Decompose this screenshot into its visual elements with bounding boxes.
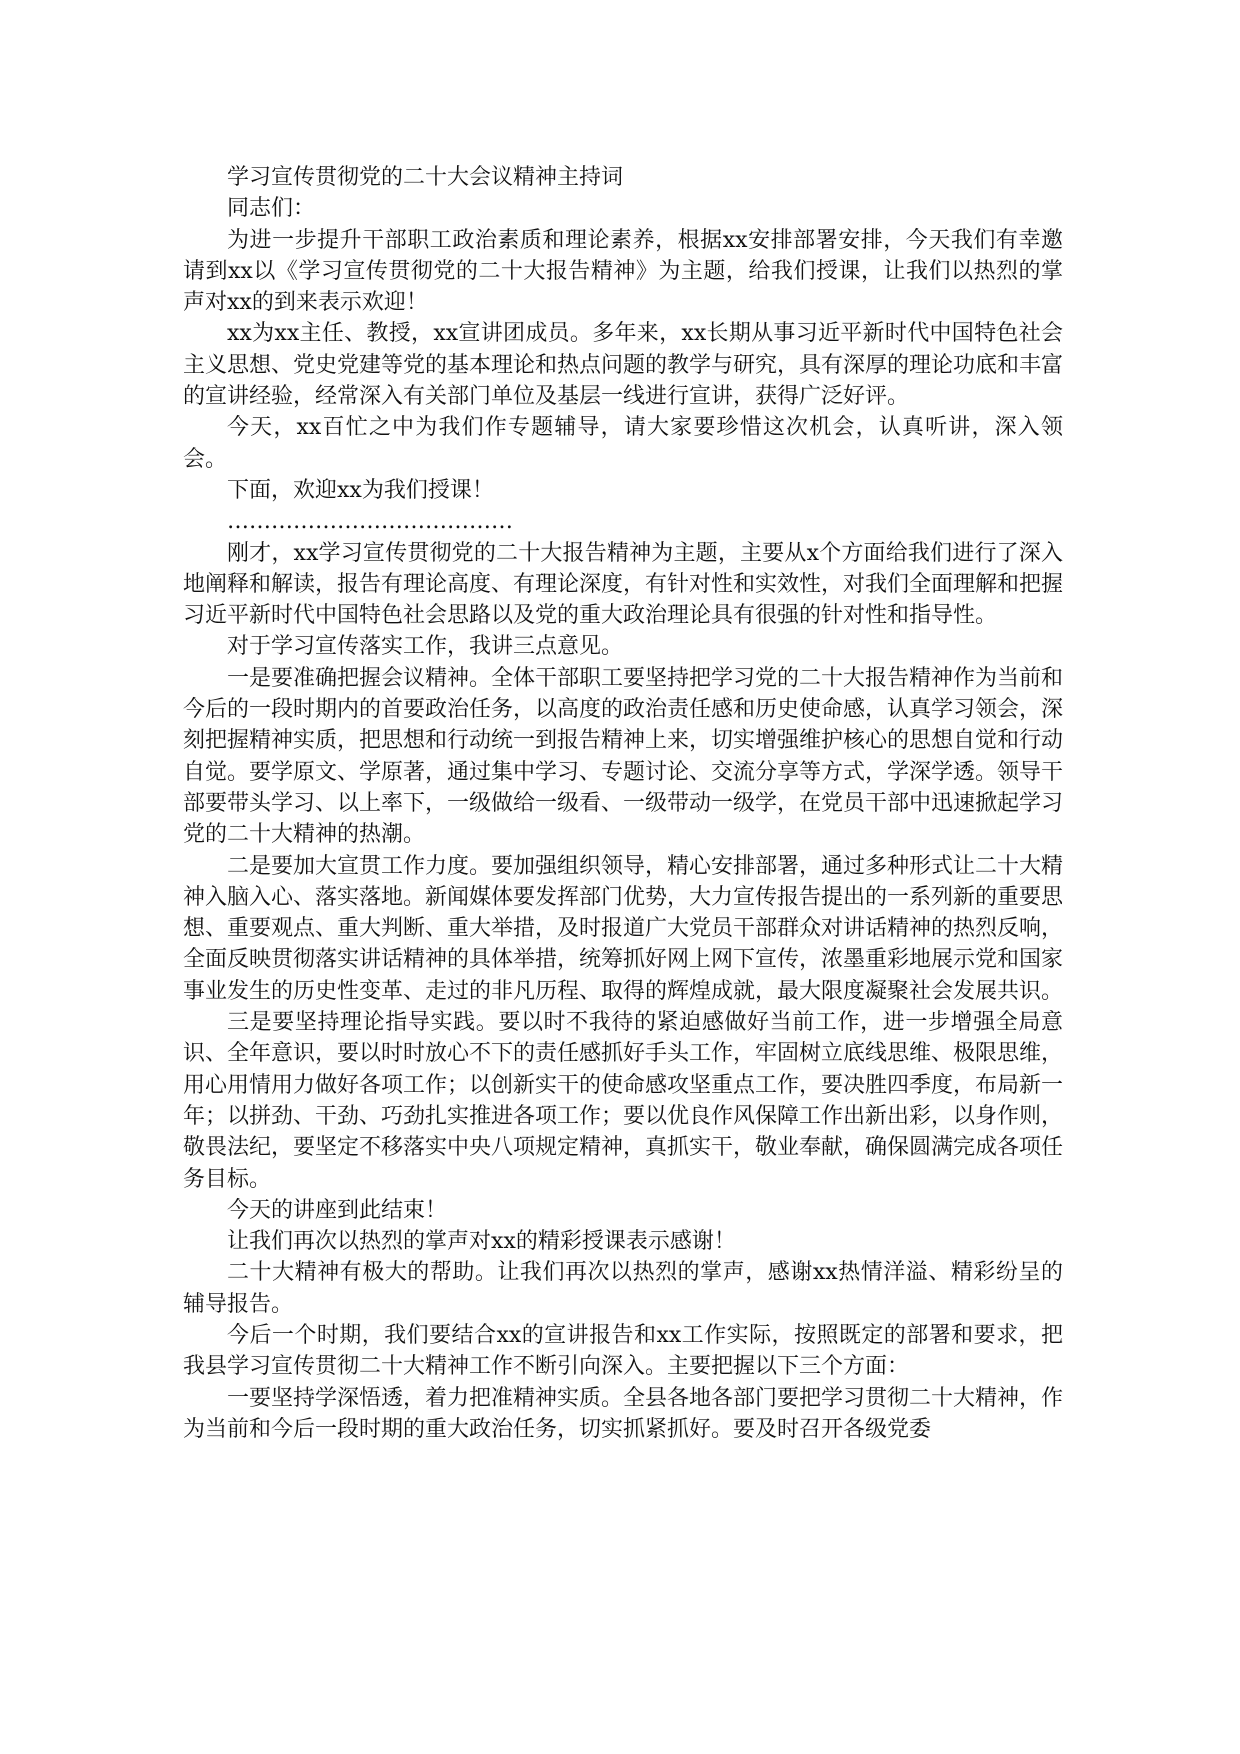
paragraph-summary: 刚才，xx学习宣传贯彻党的二十大报告精神为主题，主要从x个方面给我们进行了深入地阐释和解读，报告有理论高度、有理论深度，有针对性和实效性，对我们全面理解和把握习近平新时代中国特色社会思路以及党的重大政治理论具有很强的针对性和指导性。 bbox=[183, 540, 1064, 629]
paragraph-welcome: 下面，欢迎xx为我们授课！ bbox=[227, 477, 494, 503]
paragraph-point-three: 三是要坚持理论指导实践。要以时不我待的紧迫感做好当前工作，进一步增强全局意识、全年意识，要以时时放心不下的责任感抓好手头工作，牢固树立底线思维、极限思维，用心用情用力做好各项工作；以创新实干的使命感攻坚重点工作，要决胜四季度，布局新一年；以拼劲、干劲、巧劲扎实推进各项工作；要以优良作风保障工作出新出彩，以身作则，敬畏法纪，要坚定不移落实中央八项规定精神，真抓实干，敬业奉献，确保圆满完成各项任务目标。 bbox=[183, 1010, 1064, 1192]
paragraph-next-steps: 今后一个时期，我们要结合xx的宣讲报告和xx工作实际，按照既定的部署和要求，把我县学习宣传贯彻二十大精神工作不断引向深入。主要把握以下三个方面： bbox=[183, 1322, 1063, 1380]
paragraph-request: 今天，xx百忙之中为我们作专题辅导，请大家要珍惜这次机会，认真听讲，深入领会。 bbox=[183, 415, 1063, 472]
paragraph-speaker-bio: xx为xx主任、教授，xx宣讲团成员。多年来，xx长期从事习近平新时代中国特色社会主义思想、党史党建等党的基本理论和热点问题的教学与研究，具有深厚的理论功底和丰富的宣讲经验，经常深入有关部门单位及基层一线进行宣讲，获得广泛好评。 bbox=[183, 321, 1064, 410]
document-title: 学习宣传贯彻党的二十大会议精神主持词 bbox=[227, 165, 624, 190]
document-body bbox=[183, 162, 1063, 1445]
paragraph-intro: 为进一步提升干部职工政治素质和理论素养，根据xx安排部署安排，今天我们有幸邀请到xx以《学习宣传贯彻党的二十大报告精神》为主题，给我们授课，让我们以热烈的掌声对xx的到来表示欢迎！ bbox=[183, 227, 1063, 316]
ellipsis-divider: ………………………………… bbox=[227, 509, 513, 535]
paragraph-salutation: 同志们： bbox=[227, 196, 316, 222]
paragraph-point-two: 二是要加大宣贯工作力度。要加强组织领导，精心安排部署，通过多种形式让二十大精神入脑入心、落实落地。新闻媒体要发挥部门优势，大力宣传报告提出的一系列新的重要思想、重要观点、重大判断、重大举措，及时报道广大党员干部群众对讲话精神的热烈反响，全面反映贯彻落实讲话精神的具体举措，统筹抓好网上网下宣传，浓墨重彩地展示党和国家事业发生的历史性变革、走过的非凡历程、取得的辉煌成就，最大限度凝聚社会发展共识。 bbox=[183, 853, 1064, 1004]
paragraph-thanks-again: 二十大精神有极大的帮助。让我们再次以热烈的掌声，感谢xx热情洋溢、精彩纷呈的辅导报告。 bbox=[183, 1260, 1063, 1317]
paragraph-three-points: 对于学习宣传落实工作，我讲三点意见。 bbox=[227, 634, 624, 660]
paragraph-closing: 今天的讲座到此结束！ bbox=[227, 1197, 448, 1223]
paragraph-thanks: 让我们再次以热烈的掌声对xx的精彩授课表示感谢！ bbox=[227, 1229, 736, 1255]
paragraph-aspect-one: 一要坚持学深悟透，着力把准精神实质。全县各地各部门要把学习贯彻二十大精神，作为当前和今后一段时期的重大政治任务，切实抓紧抓好。要及时召开各级党委 bbox=[183, 1385, 1064, 1442]
paragraph-point-one: 一是要准确把握会议精神。全体干部职工要坚持把学习党的二十大报告精神作为当前和今后的一段时期内的首要政治任务，以高度的政治责任感和历史使命感，认真学习领会，深刻把握精神实质，把思想和行动统一到报告精神上来，切实增强维护核心的思想自觉和行动自觉。要学原文、学原著，通过集中学习、专题讨论、交流分享等方式，学深学透。领导干部要带头学习、以上率下，一级做给一级看、一级带动一级学，在党员干部中迅速掀起学习党的二十大精神的热潮。 bbox=[183, 665, 1064, 848]
